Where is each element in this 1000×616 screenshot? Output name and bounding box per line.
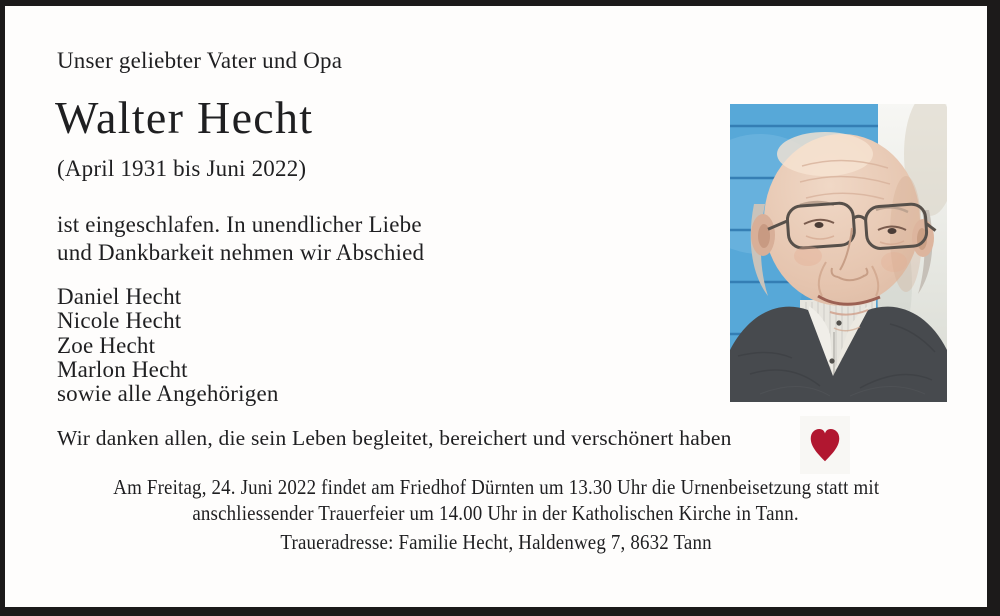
heart-icon [800,416,850,474]
mourner: Zoe Hecht [57,332,156,358]
mourning-address: Traueradresse: Familie Hecht, Haldenweg 7, 8632 Tann [280,530,712,554]
mourner: Nicole Hecht [57,308,182,334]
life-dates: (April 1931 bis Juni 2022) [57,156,307,181]
thanks-line: Wir danken allen, die sein Leben begleitet, bereichert und verschönert haben [57,426,732,450]
funeral-line-1: Am Freitag, 24. Juni 2022 findet am Friedhof Dürnten um 13.30 Uhr die Urnenbeisetzung statt mit [112,475,880,499]
mourners-list [57,285,279,406]
mourner: Daniel Hecht [57,284,182,309]
funeral-line-2: anschliessender Trauerfeier um 14.00 Uhr in der Katholischen Kirche in Tann. [192,501,800,525]
farewell-line-1: ist eingeschlafen. In unendlicher Liebe [57,212,422,237]
obituary-clipping [5,6,987,607]
deceased-name: Walter Hecht [55,92,314,143]
portrait-photo [730,104,947,402]
farewell-message [57,211,424,267]
farewell-line-2: und Dankbarkeit nehmen wir Abschied [57,240,425,265]
mourner: Marlon Hecht [57,356,188,382]
intro-line: Unser geliebter Vater und Opa [57,48,343,73]
mourner: sowie alle Angehörigen [57,381,279,407]
funeral-details [5,474,987,526]
